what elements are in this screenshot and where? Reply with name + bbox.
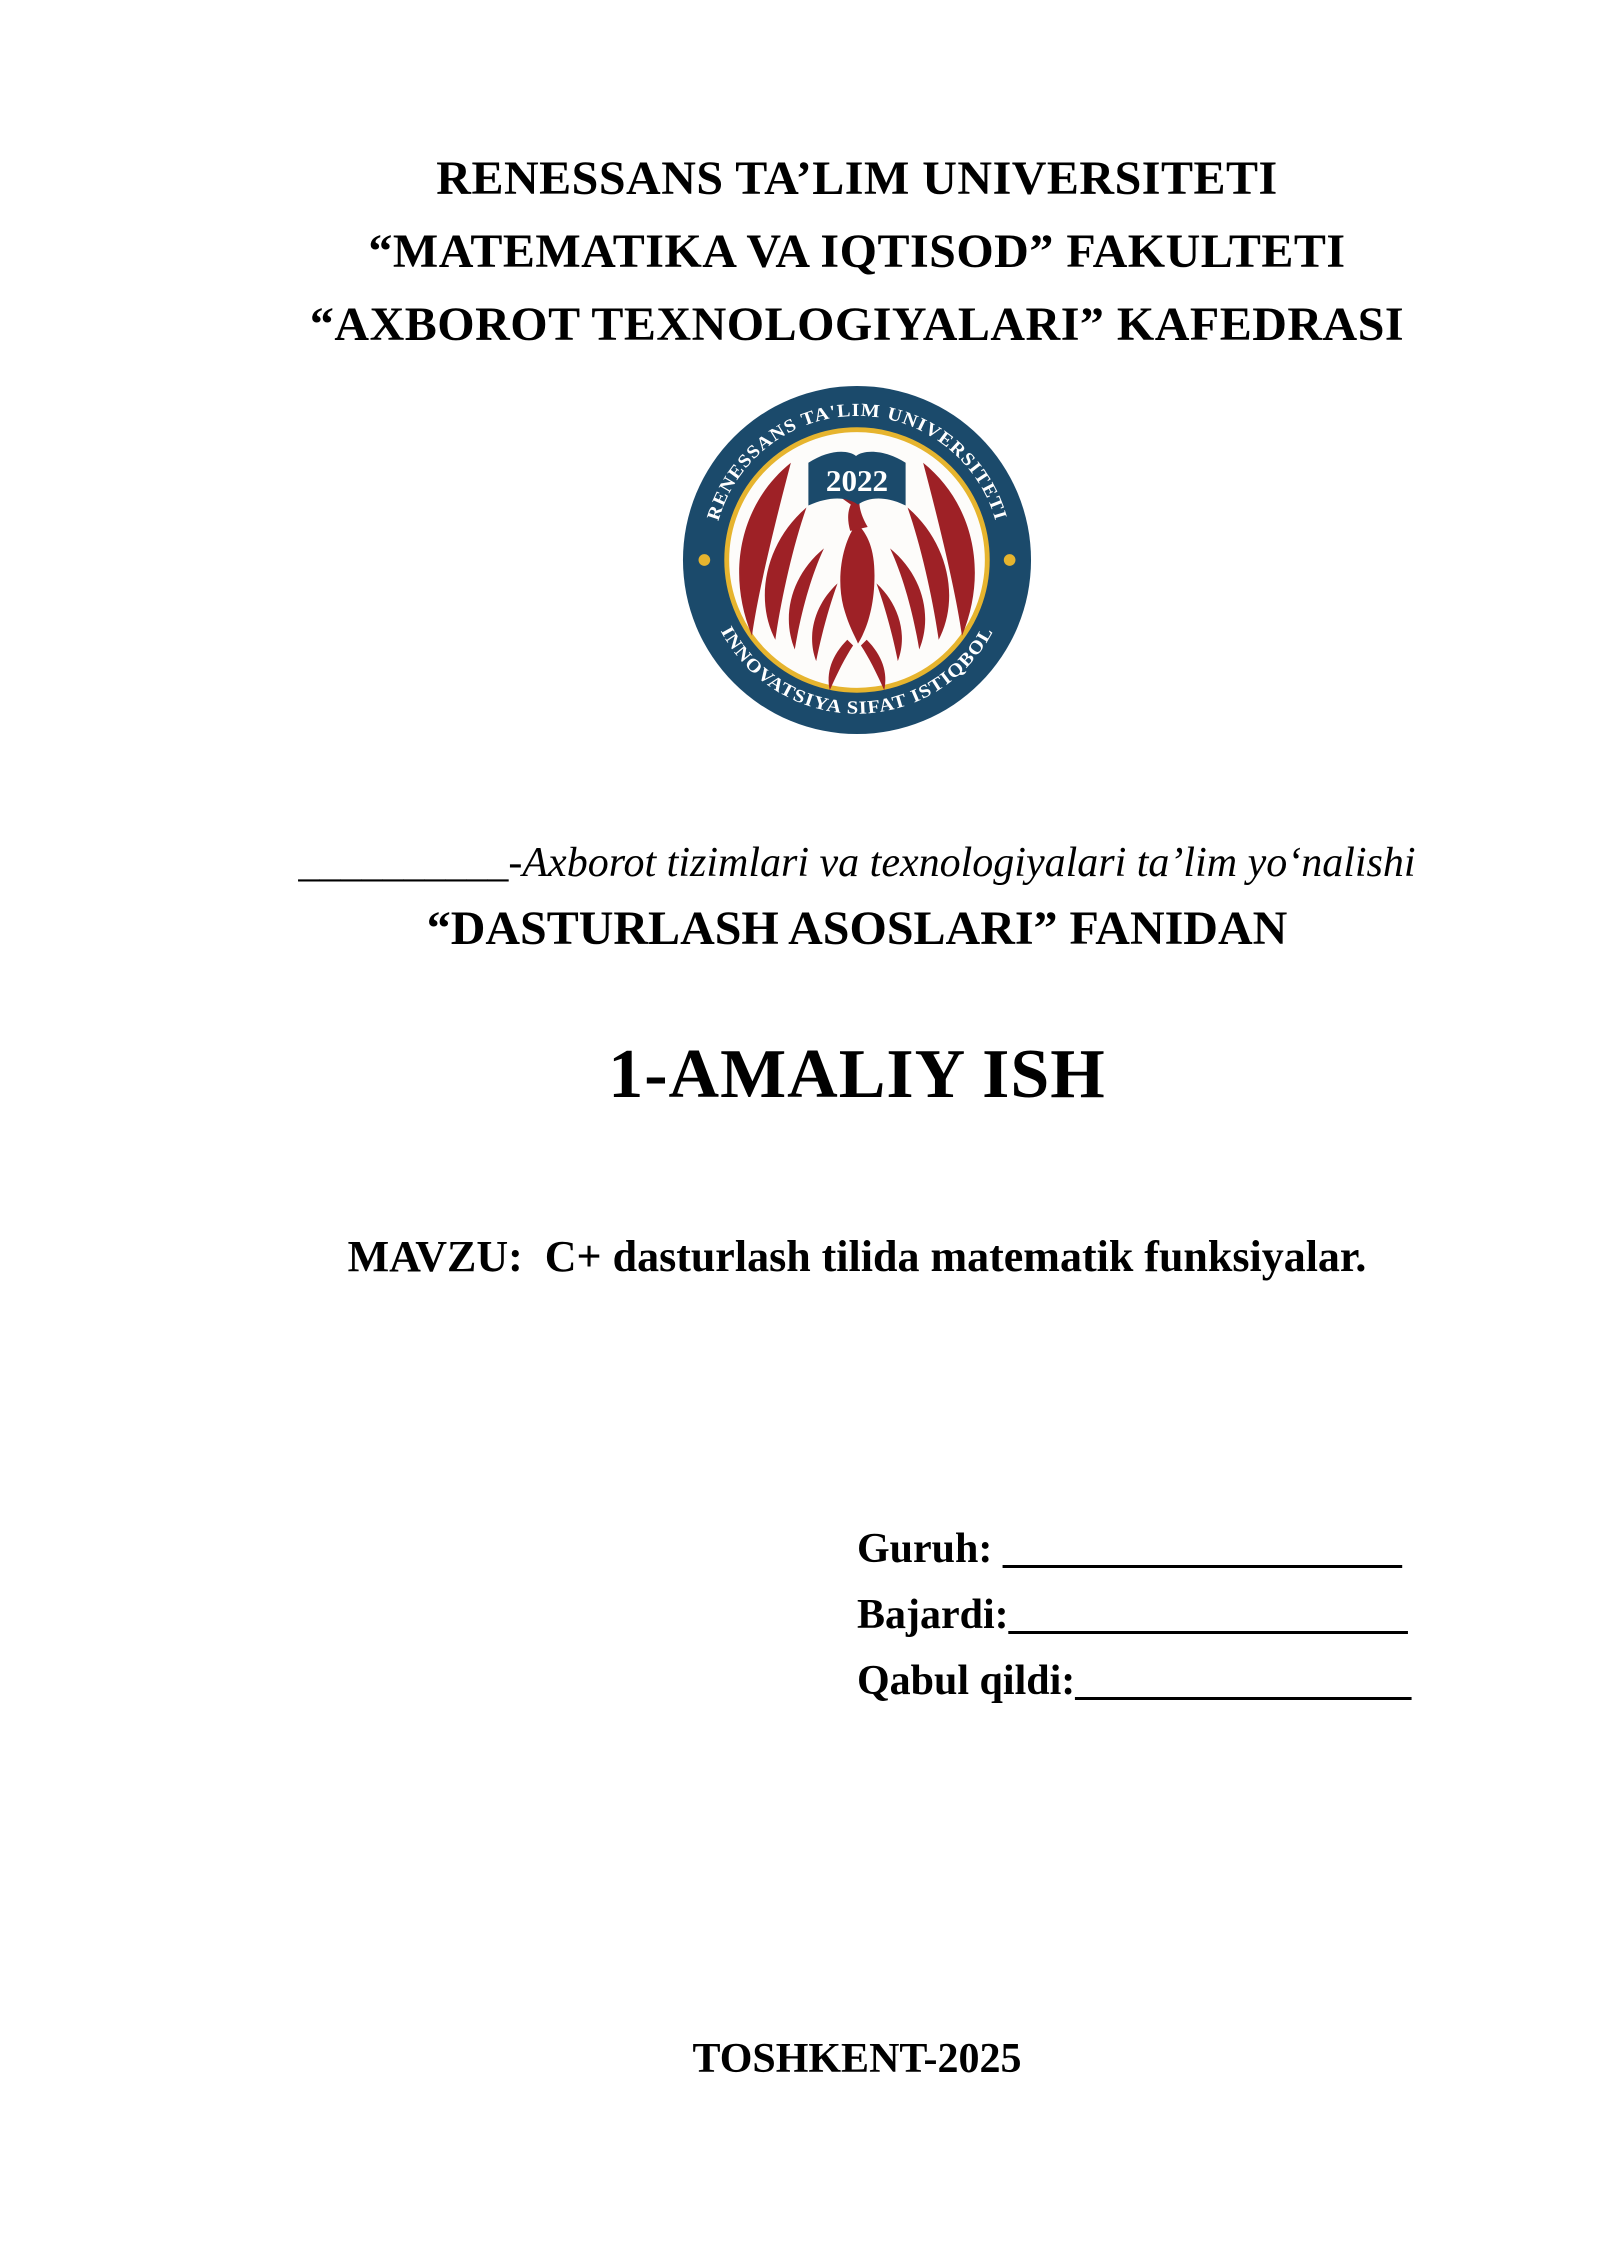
- author-line: Bajardi:___________________: [857, 1592, 1408, 1638]
- main-title: 1-AMALIY ISH: [608, 1036, 1106, 1113]
- direction-line: __________-Axborot tizimlari va texnologiyalari ta’lim yo‘nalishi: [298, 840, 1416, 886]
- faculty-name: “MATEMATIKA VA IQTISOD” FAKULTETI: [368, 225, 1346, 278]
- document-header: [228, 142, 1486, 361]
- footer-city-year: TOSHKENT-2025: [692, 2036, 1022, 2082]
- university-logo: [228, 385, 1486, 735]
- accepted-line: Qabul qildi:________________: [857, 1658, 1412, 1704]
- logo-top-text: RENESSANS TA'LIM UNIVERSITETI: [702, 399, 1011, 523]
- university-seal-image: [682, 385, 1032, 735]
- logo-right-dot: [1004, 554, 1016, 566]
- logo-left-dot: [699, 554, 711, 566]
- logo-bottom-text: INNOVATSIYA SIFAT ISTIQBOL: [717, 622, 997, 718]
- university-name: RENESSANS TA’LIM UNIVERSITETI: [436, 152, 1278, 205]
- subject-line: “DASTURLASH ASOSLARI” FANIDAN: [426, 902, 1288, 955]
- signature-block: [857, 1516, 1486, 1714]
- topic-line: MAVZU: C+ dasturlash tilida matematik funksiyalar.: [347, 1232, 1367, 1281]
- department-name: “AXBOROT TEXNOLOGIYALARI” KAFEDRASI: [309, 298, 1405, 351]
- group-line: Guruh: ___________________: [857, 1526, 1402, 1572]
- logo-year: 2022: [825, 462, 889, 498]
